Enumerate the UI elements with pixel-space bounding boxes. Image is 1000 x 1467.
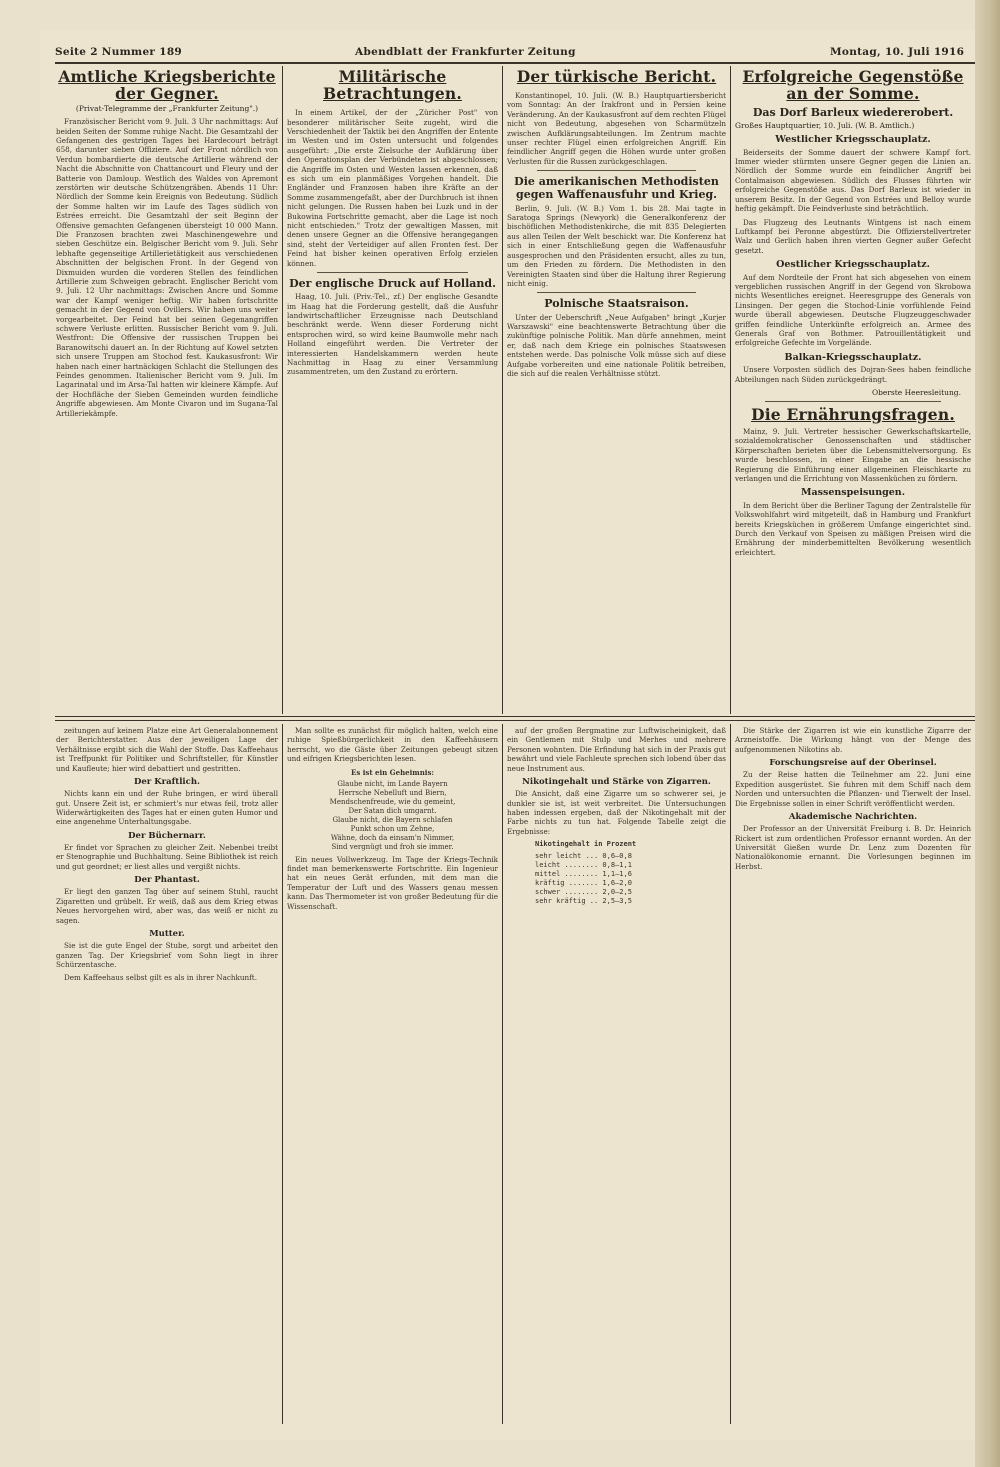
- table-row: kräftig ....... 1,6–2,0: [535, 879, 632, 888]
- column-turkish: [507, 68, 726, 714]
- table-row: sehr leicht ... 0,6–0,8: [535, 852, 632, 861]
- article-body-2: Haag, 10. Juli. (Priv.-Tel., zf.) Der englische Gesandte im Haag hat die Forderung gestellt, daß die Ausfuhr landwirtschaftlicher Erzeugnisse nach Deutschland beschränkt werde. Wenn dieser Forderung nicht entsprochen wird, so wird keine Baumwolle mehr nach Holland eingeführt werden. Die Vertreter der interessierten Handelskammern werden heute Nachmittag in Haag zu einer Versammlung zusammentreten, um den Zustand zu erörtern.: [287, 292, 498, 377]
- page-label: Seite 2 Nummer 189: [55, 46, 183, 58]
- separator: [537, 292, 696, 293]
- feuilleton-heading: Forschungsreise auf der Oberinsel.: [769, 758, 937, 769]
- article-body: Französischer Bericht vom 9. Juli. 3 Uhr nachmittags: Auf beiden Seiten der Somme ruhige Nacht. Die Gesamtzahl der Gefangenen des gestrigen Tages bei Hardecourt beträgt 658, darunter sieben Offiziere. Auf der Front nördlich von Verdun bombardierte die deutsche Artillerie während der Nacht die Abschnitte von Chattancourt und Fleury und der Batterie von Damloup. Westlich des Waldes von Apremont zerstörten wir deutsche Schützengräben. Abends 11 Uhr: Nördlich der Somme kein Ereignis von Bedeutung. Südlich der Somme halten wir im Laufe des Tages südlich von Estrées erreicht. Die Gesamtzahl der seit Beginn der Offensive gemachten Gefangenen übersteigt 10 000 Mann. Die Franzosen brachten zwei Maschinengewehre und sieben Geschütze ein. Belgischer Bericht vom 9. Juli. Sehr lebhafte gegenseitige Artillerietätigkeit aus verschiedenen Abschnitten der belgischen Front. In der Gegend von Dixmuiden wurden die vorderen Stellen des feindlichen Artillerie zum Schweigen gebracht. Englischer Bericht vom 9. Juli. 12 Uhr nachmittags: Zwischen Ancre und Somme war der Kampf weniger heftig. Wir haben fortschritte gemacht in der Gegend von Ovillers. Wir haben uns weiter vorgearbeitet. Der Feind hat bei seinen Gegenangriffen schwere Verluste erlitten. Russischer Bericht vom 9. Juli. Westfront: Die Offensive der russischen Truppen bei Baranowitschi dauert an. In der Richtung auf Kowel setzten sich unsere Truppen am Stochod fest. Kaukasusfront: Wir haben nach einer hartnäckigen Schlacht die Stellungen des Feindes genommen. Italienischer Bericht vom 9. Juli. Im Lagarinatal und im Arsa-Tal hatten wir kleinere Kämpfe. Auf der Hochfläche der Sieben Gemeinden wurden feindliche Angriffe abgewiesen. Am Monte Civaron und im Sugana-Tal Artilleriekämpfe.: [56, 117, 278, 418]
- article-body: In einem Artikel, der der „Züricher Post" von besonderer militärischer Seite zugeht, wird die Verschiedenheit der Taktik bei den Angriffen der Entente im Westen und im Osten untersucht und folgendes ausgeführt: „Die erste Zielsuche der Aufklärung über den Operationsplan der Verbündeten ist abgeschlossen; die Angriffe im Osten und Westen lassen erkennen, daß es sich um ein planmäßiges Vorgehen handelt. Die Engländer und Franzosen haben ihre Kräfte an der Somme zusammengefaßt, aber der Durchbruch ist ihnen nicht gelungen. Die Russen haben bei Luzk und in der Bukowina Fortschritte gemacht, aber die Lage ist noch nicht entschieden." Trotz der gewaltigen Massen, mit denen unsere Gegner an die Offensive herangegangen sind, steht der Verteidiger auf allen Fronten fest. Der Feind hat bisher keinen operativen Erfolg erzielen können.: [287, 108, 498, 268]
- feuilleton-col-2: [287, 726, 498, 1426]
- column-military: [287, 68, 498, 714]
- article-body-3: Unter der Ueberschrift „Neue Aufgaben" bringt „Kurjer Warszawski" eine beachtenswerte Betrachtung über die zukünftige polnische Politik. Man dürfe annehmen, meint er, daß nach dem Kriege ein polnisches Staatswesen entstehen werde. Das polnische Volk müsse sich auf diese Aufgabe vorbereiten und eine nationale Politik betreiben, die sich auf die realen Verhältnisse stützt.: [507, 312, 726, 378]
- feuilleton-col-1: [56, 726, 278, 1426]
- column-somme: [735, 68, 971, 714]
- article-body-5: In dem Bericht über die Berliner Tagung der Zentralstelle für Volkswohlfahrt wird mitgeteilt, daß in Hamburg und Frankfurt bereits Kriegsküchen in größerem Umfange eingerichtet sind. Durch den Verkauf von Speisen zu mäßigen Preisen wird die Ernährung der minderbemittelten Bevölkerung wesentlich erleichtert.: [735, 500, 971, 557]
- separator: [317, 272, 468, 273]
- dateline: Großes Hauptquartier, 10. Juli. (W. B. Amtlich.): [735, 121, 915, 131]
- section-heading: Balkan-Kriegsschauplatz.: [784, 351, 922, 363]
- column-rule-1: [282, 66, 283, 714]
- signature: Oberste Heeresleitung.: [871, 387, 961, 397]
- feuilleton-body-3: Der Professor an der Universität Freiburg i. B. Dr. Heinrich Rickert ist zum ordentlichen Professor ernannt worden. An der Universität Gießen wurde Dr. Lenz zum Dozenten für Nationalökonomie ernannt. Die Vorlesungen beginnen im Herbst.: [735, 824, 971, 871]
- header-rule: [55, 62, 975, 64]
- page-edge: [975, 0, 1000, 1467]
- article-subtitle: Der englische Druck auf Holland.: [289, 277, 496, 290]
- feuilleton-body: Man sollte es zunächst für möglich halten, welch eine ruhige Spießbürgerlichkeit in den Kaffeehäusern herrscht, wo die Gäste über Zeitungen gebeugt sitzen und eifrigen Kriegsberichten lesen.: [287, 726, 498, 764]
- article-body: Konstantinopel, 10. Juli. (W. B.) Hauptquartiersbericht vom Sonntag: An der Irakfront und in Persien keine Veränderung. An der Kaukasusfront auf dem rechten Flügel nicht von Bedeutung, abgesehen von Scharmützeln zwischen Aufklärungsabteilungen. Im Zentrum machte unser rechter Flügel einen erfolgreichen Angriff. Ein feindlicher Angriff gegen die Höhen wurde unter großen Verlusten für die Russen zurückgeschlagen.: [507, 91, 726, 166]
- feuilleton-closing: Dem Kaffeehaus selbst gilt es als in ihrer Nachkunft.: [64, 973, 257, 983]
- article-body-2: Berlin, 9. Juli. (W. B.) Vom 1. bis 28. Mai tagte in Saratoga Springs (Newyork) die Generalkonferenz der bischöflichen Methodistenkirche, die mit 835 Delegierten aus allen Teilen der Welt beschickt war. Die Konferenz hat sich in einer Entschließung gegen die Waffenausfuhr ausgesprochen und den Präsidenten ersucht, alles zu tun, um den Frieden zu fördern. Die Methodisten in den Vereinigten Staaten sind über die Haltung ihrer Regierung nicht einig.: [507, 203, 726, 288]
- feuilleton-body: Die Stärke der Zigarren ist wie ein kunstliche Zigarre der Arzneistoffe. Die Wirkung hängt von der Menge des aufgenommenen Nikotins ab.: [735, 726, 971, 754]
- feuilleton-body-4: Er liegt den ganzen Tag über auf seinem Stuhl, raucht Zigaretten und grübelt. Er weiß, daß aus dem Krieg etwas Neues hervorgehen wird, aber was, das weiß er nicht zu sagen.: [56, 887, 278, 925]
- table-row: mittel ........ 1,1–1,6: [535, 870, 632, 879]
- article-subtitle-2: Polnische Staatsraison.: [544, 297, 689, 311]
- feuilleton-heading: Der Phantast.: [134, 875, 200, 886]
- article-title: Militärische Betrachtungen.: [323, 68, 462, 104]
- article-body: Beiderseits der Somme dauert der schwere Kampf fort. Immer wieder stürmten unsere Gegner gegen die Linien an. Nördlich der Somme wurde ein feindlicher Angriff bei Contalmaison abgewiesen. Südlich des Flusses führten wir erfolgreiche Gegenstöße aus. Das Dorf Barleux ist wieder in unserem Besitz. In der Gegend von Estrées und Belloy wurde heftig gekämpft. Die Feindverluste sind beträchtlich.: [735, 147, 971, 214]
- section-heading: Massenspeisungen.: [800, 487, 906, 499]
- fold-rule: [55, 716, 975, 717]
- quote-title: Es ist ein Geheimnis:: [351, 767, 434, 777]
- feuilleton-col-3: [507, 726, 726, 1426]
- table-row: schwer ........ 2,0–2,5: [535, 888, 632, 897]
- article-title: Erfolgreiche Gegenstöße an der Somme.: [742, 68, 964, 104]
- table-row: sehr kräftig .. 2,5–3,5: [535, 897, 632, 906]
- verse: Glaube nicht, im Lande Bayern Herrsche Nebelluft und Biern, Mendschenfreude, wie du gemeint, Der Satan dich umgarnt. Glaube nicht, die Bayern schlafen Punkt schon um Zehne, Wähne, doch da einsam'n Nimmer, Sind vergnügt und froh sie immer.: [329, 779, 456, 851]
- section-heading: Oestlicher Kriegsschauplatz.: [776, 259, 930, 271]
- article-title: Amtliche Kriegsberichte der Gegner.: [58, 68, 276, 104]
- feuilleton-body-5: Sie ist die gute Engel der Stube, sorgt und arbeitet den ganzen Tag. Der Kriegsbrief vom Sohn liegt in ihrer Schürzentasche.: [56, 941, 278, 970]
- feuilleton-heading: Akademische Nachrichten.: [788, 812, 918, 823]
- article-subtitle: Das Dorf Barleux wiedererobert.: [752, 106, 954, 120]
- article-body-b: Das Flugzeug des Leutnants Wintgens ist nach einem Luftkampf bei Peronne abgestürzt. Die Offizierstellvertreter Walz und Gerlich haben ihren vierten Gegner außer Gefecht gesetzt.: [735, 217, 971, 255]
- separator: [537, 170, 696, 171]
- feuilleton-heading: Mutter.: [149, 929, 185, 940]
- article-body-2: Auf dem Nordteile der Front hat sich abgesehen von einem vergeblichen russischen Angriff in der Gegend von Skrobowa nichts Wesentliches ereignet. Heeresgruppe des Generals von Linsingen. Der gegen die Stochod-Linie vorfühlende Feind wurde überall abgewiesen. Deutsche Flugzeuggeschwader griffen feindliche Unterkünfte erfolgreich an. Armee des Generals Graf von Bothmer. Patrouillentätigkeit und erfolgreiche Gefechte im Vorgelände.: [735, 272, 971, 348]
- feuilleton-body: auf der großen Bergmatine zur Luftwischeinigkeit, daß ein Gentlemen mit Stulp und Merhes und mehrere Personen wohnten. Die Erfindung hat sich in der Praxis gut bewährt und viele Fachleute sprechen sich lobend über das neue Instrument aus.: [507, 726, 726, 773]
- article-subtitle: (Privat-Telegramme der „Frankfurter Zeitung".): [75, 104, 259, 114]
- article-title: Der türkische Bericht.: [516, 68, 717, 86]
- table-head: Nikotingehalt in Prozent: [535, 840, 637, 849]
- separator: [765, 401, 941, 402]
- column-war-reports: [56, 68, 278, 714]
- feuilleton-col-4: [735, 726, 971, 1426]
- feuilleton-body-3: Er findet vor Sprachen zu gleicher Zeit. Nebenbei treibt er Stenographie und Buchhaltung. Seine Bibliothek ist reich und gut geordnet; er liest alles und vergißt nichts.: [56, 843, 278, 871]
- feuilleton-body-2: Nichts kann ein und der Ruhe bringen, er wird überall gut. Unsere Zeit ist, er schmiert's nur etwas feil, trotz aller Widerwärtigkeiten des Tages hat er einen guten Humor und eine angenehme Unterhaltungsgabe.: [56, 789, 278, 827]
- article-body-4: Mainz, 9. Juli. Vertreter hessischer Gewerkschaftskartelle, sozialdemokratischer Genossenschaften und städtischer Körperschaften berieten über die Lebensmittelversorgung. Es wurde beschlossen, in einer Eingabe an die hessische Regierung die Einführung einer allgemeinen Fleischkarte zu verlangen und die Errichtung von Massenküchen zu fördern.: [735, 427, 971, 484]
- feuilleton-heading: Der Büchernarr.: [128, 830, 206, 841]
- column-rule-6: [730, 724, 731, 1424]
- article-subtitle: Die amerikanischen Methodisten gegen Waffenausfuhr und Krieg.: [514, 175, 719, 202]
- feuilleton-body-2: Ein neues Vollwerkzeug. Im Tage der Kriegs-Technik findet man bemerkenswerte Fortschritte. Ein Ingenieur hat ein neues Gerät erfunden, mit dem man die Temperatur der Luft und des Wassers genau messen kann. Das Thermometer ist von großer Bedeutung für die Wissenschaft.: [287, 854, 498, 911]
- column-rule-5: [502, 724, 503, 1424]
- issue-date: Montag, 10. Juli 1916: [830, 46, 965, 58]
- column-rule-2: [502, 66, 503, 714]
- paper-name: Abendblatt der Frankfurter Zeitung: [355, 46, 576, 58]
- fold-rule-2: [55, 720, 975, 721]
- feuilleton-body: zeitungen auf keinem Platze eine Art Generalabonnement der Berichterstatter. Aus der jeweiligen Lage der Verhältnisse ergibt sich die Wahl der Stoffe. Das Kaffeehaus ist Treffpunkt für Politiker und Schriftsteller, für Künstler und Kaufleute; hier wird debattiert und gestritten.: [56, 726, 278, 773]
- feuilleton-body-2: Zu der Reise hatten die Teilnehmer am 22. Juni eine Expedition ausgerüstet. Sie fuhren mit dem Schiff nach dem Norden und untersuchten die Pflanzen- und Tierwelt der Insel. Die Ergebnisse sollen in einer Schrift veröffentlicht werden.: [735, 770, 971, 808]
- feuilleton-heading: Der Kraftlich.: [134, 777, 200, 788]
- article-title-2: Die Ernährungsfragen.: [751, 404, 955, 424]
- column-rule-4: [282, 724, 283, 1424]
- article-body-3: Unsere Vorposten südlich des Dojran-Sees haben feindliche Abteilungen nach Süden zurückgedrängt.: [735, 365, 971, 384]
- nicotine-table: [535, 852, 726, 906]
- column-rule-3: [730, 66, 731, 714]
- table-row: leicht ........ 0,8–1,1: [535, 861, 632, 870]
- section-heading: Westlicher Kriegsschauplatz.: [775, 134, 931, 146]
- feuilleton-body-2: Die Ansicht, daß eine Zigarre um so schwerer sei, je dunkler sie ist, ist weit verbreitet. Die Untersuchungen haben indessen ergeben, daß der Nikotingehalt mit der Farbe nichts zu tun hat. Folgende Tabelle zeigt die Ergebnisse:: [507, 789, 726, 836]
- feuilleton-heading: Nikotingehalt und Stärke von Zigarren.: [522, 777, 711, 788]
